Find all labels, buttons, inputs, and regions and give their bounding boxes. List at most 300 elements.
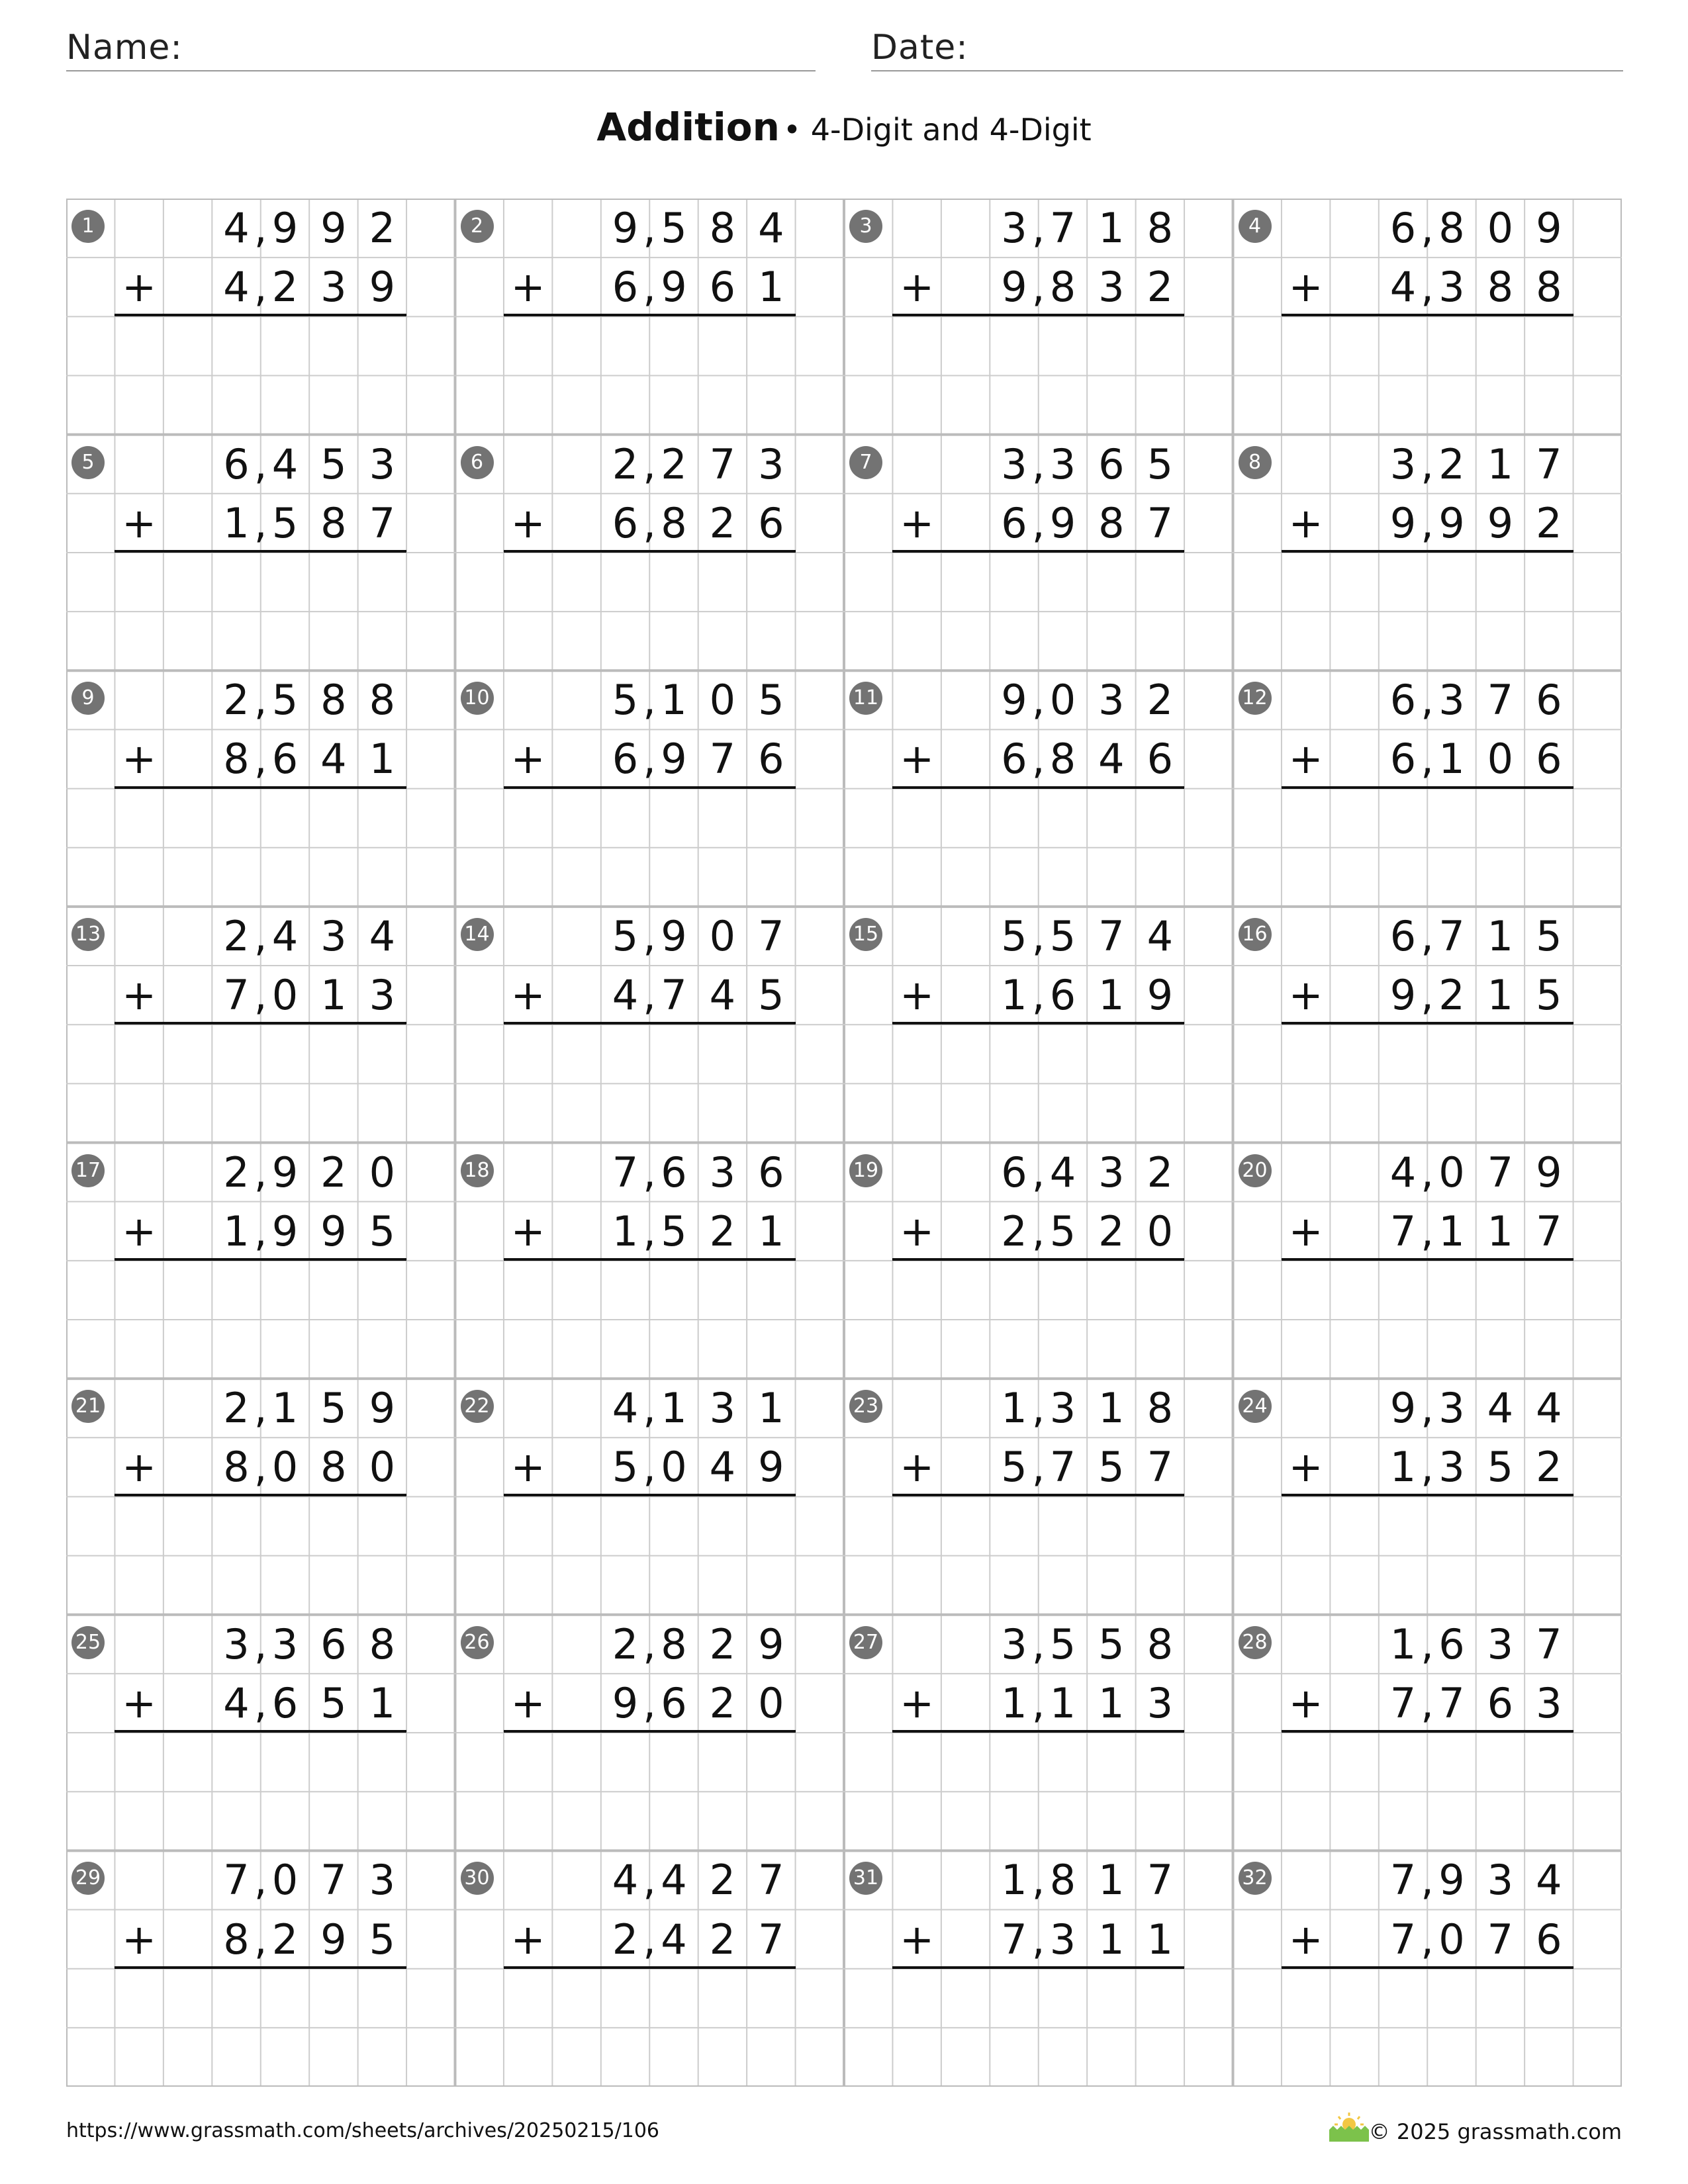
- problem-13: [66, 907, 455, 1143]
- bottom-addend-thousands-comma: ,: [1421, 1915, 1434, 1964]
- bottom-addend-digit: 2: [709, 1206, 736, 1255]
- bottom-addend-digit: 0: [1438, 1915, 1465, 1964]
- answer-area[interactable]: [115, 316, 406, 434]
- bottom-addend-digit: 9: [320, 1915, 347, 1964]
- problem-10: [455, 670, 845, 907]
- top-addend-digit: 2: [223, 1148, 250, 1197]
- bottom-addend-digit: 7: [1147, 498, 1174, 547]
- plus-sign: +: [510, 1915, 545, 1964]
- top-addend-digit: 3: [369, 439, 396, 488]
- top-addend-digit: 4: [369, 911, 396, 960]
- top-addend-digit: 3: [369, 1856, 396, 1905]
- top-addend-digit: 3: [1438, 1384, 1465, 1433]
- problem-29: [66, 1850, 455, 2087]
- answer-area[interactable]: [115, 1261, 406, 1379]
- top-addend-digit: 1: [1487, 439, 1514, 488]
- bottom-addend-digit: 0: [1147, 1206, 1174, 1255]
- problem-number-badge: 21: [71, 1390, 105, 1423]
- bottom-addend-thousands-comma: ,: [1421, 971, 1434, 1020]
- top-addend-digit: 7: [758, 1856, 784, 1905]
- top-addend-digit: 4: [612, 1384, 639, 1433]
- top-addend-digit: 0: [369, 1148, 396, 1197]
- answer-area[interactable]: [115, 553, 406, 670]
- plus-sign: +: [900, 263, 935, 312]
- answer-area[interactable]: [892, 1024, 1184, 1142]
- top-addend-digit: 5: [1147, 439, 1174, 488]
- bottom-addend-digit: 8: [320, 498, 347, 547]
- problem-number-badge: 1: [71, 210, 105, 243]
- problem-11: [844, 670, 1233, 907]
- top-addend-digit: 9: [320, 204, 347, 252]
- bottom-addend-thousands-comma: ,: [1031, 1443, 1045, 1492]
- problem-17: [66, 1143, 455, 1379]
- bottom-addend-digit: 6: [1001, 735, 1027, 784]
- top-addend-digit: 4: [1487, 1384, 1514, 1433]
- bottom-addend-digit: 1: [1389, 1443, 1417, 1492]
- top-addend-digit: 6: [1389, 204, 1417, 252]
- bottom-addend-digit: 5: [758, 971, 784, 1020]
- bottom-addend-thousands-comma: ,: [254, 498, 267, 547]
- answer-area[interactable]: [504, 1496, 796, 1614]
- top-addend-digit: 1: [661, 1384, 687, 1433]
- answer-area[interactable]: [1282, 553, 1573, 670]
- top-addend-digit: 7: [1147, 1856, 1174, 1905]
- bottom-addend-digit: 2: [271, 263, 299, 312]
- bottom-addend-digit: 4: [612, 971, 639, 1020]
- problem-5: [66, 435, 455, 671]
- problem-31: [844, 1850, 1233, 2087]
- bottom-addend-digit: 9: [1438, 498, 1465, 547]
- problem-number-badge: 27: [849, 1626, 882, 1659]
- bottom-addend-digit: 3: [1098, 263, 1125, 312]
- problem-3: [844, 199, 1233, 435]
- bottom-addend-digit: 7: [1389, 1915, 1417, 1964]
- date-field[interactable]: [871, 25, 1623, 71]
- bottom-addend-digit: 1: [1098, 1678, 1125, 1727]
- top-addend-digit: 9: [1001, 676, 1027, 725]
- answer-area[interactable]: [115, 1733, 406, 1850]
- top-addend-thousands-comma: ,: [643, 676, 656, 725]
- bottom-addend-thousands-comma: ,: [254, 1206, 267, 1255]
- bottom-addend-digit: 3: [369, 971, 396, 1020]
- bottom-addend-digit: 2: [271, 1915, 299, 1964]
- plus-sign: +: [1288, 1915, 1323, 1964]
- top-addend-digit: 8: [1147, 1384, 1174, 1433]
- bottom-addend-digit: 2: [709, 1915, 736, 1964]
- bottom-addend-digit: 6: [612, 498, 639, 547]
- top-addend-digit: 3: [1001, 1619, 1027, 1668]
- problem-number-badge: 28: [1239, 1626, 1272, 1659]
- top-addend-thousands-comma: ,: [643, 911, 656, 960]
- plus-sign: +: [1288, 263, 1323, 312]
- plus-sign: +: [900, 1915, 935, 1964]
- top-addend-digit: 2: [223, 676, 250, 725]
- answer-area[interactable]: [1282, 316, 1573, 434]
- bottom-addend-digit: 1: [612, 1206, 639, 1255]
- bottom-addend-digit: 7: [1389, 1206, 1417, 1255]
- top-addend-digit: 3: [271, 1619, 299, 1668]
- bottom-addend-digit: 5: [1001, 1443, 1027, 1492]
- bottom-addend-digit: 1: [223, 498, 250, 547]
- answer-area[interactable]: [504, 316, 796, 434]
- bottom-addend-digit: 3: [320, 263, 347, 312]
- bottom-addend-thousands-comma: ,: [643, 1443, 656, 1492]
- bottom-addend-digit: 7: [223, 971, 250, 1020]
- top-addend-digit: 5: [758, 676, 784, 725]
- bottom-addend-digit: 1: [758, 263, 784, 312]
- bottom-addend-digit: 0: [1487, 735, 1514, 784]
- top-addend-digit: 7: [1438, 911, 1465, 960]
- bottom-addend-digit: 6: [612, 263, 639, 312]
- top-addend-thousands-comma: ,: [1031, 1619, 1045, 1668]
- bottom-addend-thousands-comma: ,: [254, 1443, 267, 1492]
- bottom-addend-digit: 9: [661, 263, 687, 312]
- bottom-addend-thousands-comma: ,: [643, 263, 656, 312]
- bottom-addend-digit: 6: [271, 735, 299, 784]
- top-addend-digit: 4: [1147, 911, 1174, 960]
- problem-27: [844, 1615, 1233, 1851]
- problem-number-badge: 30: [461, 1862, 494, 1895]
- answer-area[interactable]: [1282, 1261, 1573, 1379]
- top-addend-digit: 6: [1098, 439, 1125, 488]
- bottom-addend-digit: 5: [369, 1915, 396, 1964]
- problem-number-badge: 17: [71, 1154, 105, 1187]
- top-addend-digit: 3: [758, 439, 784, 488]
- top-addend-digit: 3: [320, 911, 347, 960]
- problem-number-badge: 5: [71, 446, 105, 479]
- problem-number-badge: 15: [849, 918, 882, 951]
- problem-number-badge: 31: [849, 1862, 882, 1895]
- top-addend-digit: 3: [1049, 439, 1076, 488]
- top-addend-digit: 7: [1536, 439, 1562, 488]
- answer-area[interactable]: [1282, 1024, 1573, 1142]
- bottom-addend-digit: 7: [1001, 1915, 1027, 1964]
- plus-sign: +: [1288, 971, 1323, 1020]
- top-addend-thousands-comma: ,: [1031, 439, 1045, 488]
- bottom-addend-digit: 5: [1487, 1443, 1514, 1492]
- plus-sign: +: [510, 1206, 545, 1255]
- bottom-addend-digit: 7: [758, 1915, 784, 1964]
- bottom-addend-digit: 6: [661, 1678, 687, 1727]
- answer-area[interactable]: [1282, 789, 1573, 907]
- top-addend-digit: 8: [1438, 204, 1465, 252]
- bottom-addend-digit: 9: [1049, 498, 1076, 547]
- top-addend-thousands-comma: ,: [1421, 1619, 1434, 1668]
- top-addend-digit: 8: [1147, 204, 1174, 252]
- answer-area[interactable]: [504, 1261, 796, 1379]
- name-field[interactable]: [66, 25, 816, 71]
- bottom-addend-thousands-comma: ,: [643, 498, 656, 547]
- answer-area[interactable]: [892, 1733, 1184, 1850]
- top-addend-digit: 7: [1049, 204, 1076, 252]
- problem-number-badge: 13: [71, 918, 105, 951]
- answer-area[interactable]: [1282, 1969, 1573, 2087]
- bottom-addend-digit: 3: [1536, 1678, 1562, 1727]
- bottom-addend-digit: 8: [223, 735, 250, 784]
- top-addend-digit: 7: [1536, 1619, 1562, 1668]
- top-addend-digit: 7: [709, 439, 736, 488]
- top-addend-digit: 2: [709, 1856, 736, 1905]
- bottom-addend-digit: 0: [661, 1443, 687, 1492]
- bottom-addend-digit: 4: [1098, 735, 1125, 784]
- plus-sign: +: [122, 263, 157, 312]
- date-label: Date:: [871, 28, 968, 68]
- bottom-addend-digit: 2: [1438, 971, 1465, 1020]
- top-addend-thousands-comma: ,: [643, 204, 656, 252]
- bottom-addend-digit: 7: [1389, 1678, 1417, 1727]
- answer-area[interactable]: [892, 553, 1184, 670]
- top-addend-thousands-comma: ,: [254, 204, 267, 252]
- bottom-addend-digit: 2: [1147, 263, 1174, 312]
- top-addend-thousands-comma: ,: [254, 911, 267, 960]
- top-addend-digit: 4: [223, 204, 250, 252]
- bottom-addend-thousands-comma: ,: [1421, 263, 1434, 312]
- top-addend-thousands-comma: ,: [1421, 1384, 1434, 1433]
- bottom-addend-digit: 6: [1147, 735, 1174, 784]
- top-addend-digit: 6: [661, 1148, 687, 1197]
- answer-area[interactable]: [1282, 1496, 1573, 1614]
- top-addend-digit: 0: [709, 911, 736, 960]
- top-addend-digit: 5: [1001, 911, 1027, 960]
- top-addend-digit: 9: [612, 204, 639, 252]
- problem-number-badge: 19: [849, 1154, 882, 1187]
- problem-32: [1233, 1850, 1622, 2087]
- bottom-addend-digit: 7: [709, 735, 736, 784]
- plus-sign: +: [900, 498, 935, 547]
- bottom-addend-digit: 9: [1147, 971, 1174, 1020]
- problem-16: [1233, 907, 1622, 1143]
- top-addend-digit: 6: [1536, 676, 1562, 725]
- answer-area[interactable]: [504, 553, 796, 670]
- bottom-addend-thousands-comma: ,: [643, 1915, 656, 1964]
- bottom-addend-digit: 5: [612, 1443, 639, 1492]
- plus-sign: +: [1288, 1678, 1323, 1727]
- top-addend-digit: 9: [1536, 204, 1562, 252]
- bottom-addend-digit: 9: [369, 263, 396, 312]
- top-addend-digit: 1: [1001, 1856, 1027, 1905]
- problem-number-badge: 24: [1239, 1390, 1272, 1423]
- bottom-addend-thousands-comma: ,: [254, 1678, 267, 1727]
- problem-28: [1233, 1615, 1622, 1851]
- top-addend-digit: 8: [320, 676, 347, 725]
- bottom-addend-digit: 3: [1049, 1915, 1076, 1964]
- top-addend-digit: 2: [369, 204, 396, 252]
- plus-sign: +: [900, 1443, 935, 1492]
- bottom-addend-thousands-comma: ,: [1421, 735, 1434, 784]
- bottom-addend-digit: 5: [1049, 1206, 1076, 1255]
- problem-number-badge: 25: [71, 1626, 105, 1659]
- top-addend-digit: 9: [1536, 1148, 1562, 1197]
- name-label: Name:: [66, 28, 183, 68]
- bottom-addend-thousands-comma: ,: [1031, 498, 1045, 547]
- top-addend-thousands-comma: ,: [1421, 1148, 1434, 1197]
- problem-number-badge: 12: [1239, 682, 1272, 715]
- problem-15: [844, 907, 1233, 1143]
- bottom-addend-digit: 3: [1147, 1678, 1174, 1727]
- top-addend-digit: 6: [1001, 1148, 1027, 1197]
- top-addend-thousands-comma: ,: [254, 1148, 267, 1197]
- top-addend-digit: 3: [1487, 1856, 1514, 1905]
- problem-8: [1233, 435, 1622, 671]
- top-addend-thousands-comma: ,: [254, 1619, 267, 1668]
- bottom-addend-digit: 5: [369, 1206, 396, 1255]
- top-addend-digit: 6: [1438, 1619, 1465, 1668]
- problem-19: [844, 1143, 1233, 1379]
- top-addend-digit: 4: [661, 1856, 687, 1905]
- bottom-addend-digit: 1: [320, 971, 347, 1020]
- top-addend-digit: 1: [1487, 911, 1514, 960]
- bottom-addend-digit: 6: [1536, 1915, 1562, 1964]
- answer-area[interactable]: [115, 1024, 406, 1142]
- bottom-addend-digit: 4: [1389, 263, 1417, 312]
- top-addend-digit: 5: [1049, 911, 1076, 960]
- bottom-addend-digit: 8: [223, 1915, 250, 1964]
- top-addend-digit: 7: [612, 1148, 639, 1197]
- problem-number-badge: 7: [849, 446, 882, 479]
- bottom-addend-digit: 1: [1098, 971, 1125, 1020]
- bottom-addend-digit: 5: [271, 498, 299, 547]
- problem-number-badge: 18: [461, 1154, 494, 1187]
- bottom-addend-digit: 5: [1536, 971, 1562, 1020]
- answer-area[interactable]: [115, 1496, 406, 1614]
- top-addend-digit: 9: [661, 911, 687, 960]
- plus-sign: +: [1288, 735, 1323, 784]
- plus-sign: +: [122, 498, 157, 547]
- top-addend-thousands-comma: ,: [1031, 204, 1045, 252]
- top-addend-digit: 4: [271, 439, 299, 488]
- top-addend-thousands-comma: ,: [1421, 1856, 1434, 1905]
- bottom-addend-digit: 9: [271, 1206, 299, 1255]
- top-addend-digit: 7: [758, 911, 784, 960]
- top-addend-digit: 1: [1098, 1856, 1125, 1905]
- problem-number-badge: 29: [71, 1862, 105, 1895]
- bottom-addend-digit: 7: [1438, 1678, 1465, 1727]
- answer-area[interactable]: [504, 1024, 796, 1142]
- top-addend-digit: 8: [661, 1619, 687, 1668]
- bottom-addend-digit: 8: [320, 1443, 347, 1492]
- bottom-addend-digit: 9: [1487, 498, 1514, 547]
- plus-sign: +: [900, 735, 935, 784]
- top-addend-digit: 3: [1438, 676, 1465, 725]
- plus-sign: +: [122, 1678, 157, 1727]
- bottom-addend-thousands-comma: ,: [643, 735, 656, 784]
- top-addend-digit: 1: [1001, 1384, 1027, 1433]
- bottom-addend-digit: 0: [271, 1443, 299, 1492]
- problem-number-badge: 10: [461, 682, 494, 715]
- answer-area[interactable]: [115, 789, 406, 907]
- bottom-addend-digit: 8: [1536, 263, 1562, 312]
- top-addend-digit: 4: [271, 911, 299, 960]
- problem-14: [455, 907, 845, 1143]
- plus-sign: +: [510, 971, 545, 1020]
- top-addend-digit: 9: [758, 1619, 784, 1668]
- top-addend-digit: 9: [271, 1148, 299, 1197]
- bottom-addend-digit: 1: [1098, 1915, 1125, 1964]
- top-addend-digit: 9: [369, 1384, 396, 1433]
- answer-area[interactable]: [1282, 1733, 1573, 1850]
- bottom-addend-digit: 8: [661, 498, 687, 547]
- problem-4: [1233, 199, 1622, 435]
- bottom-addend-digit: 2: [1098, 1206, 1125, 1255]
- top-addend-digit: 0: [1438, 1148, 1465, 1197]
- top-addend-thousands-comma: ,: [643, 1856, 656, 1905]
- top-addend-thousands-comma: ,: [1031, 911, 1045, 960]
- plus-sign: +: [1288, 1206, 1323, 1255]
- top-addend-digit: 9: [1438, 1856, 1465, 1905]
- bottom-addend-digit: 4: [661, 1915, 687, 1964]
- answer-area[interactable]: [504, 1969, 796, 2087]
- bottom-addend-digit: 9: [1001, 263, 1027, 312]
- answer-area[interactable]: [504, 789, 796, 907]
- top-addend-digit: 6: [223, 439, 250, 488]
- top-addend-thousands-comma: ,: [1421, 204, 1434, 252]
- bottom-addend-digit: 9: [1389, 971, 1417, 1020]
- answer-area[interactable]: [892, 1496, 1184, 1614]
- plus-sign: +: [900, 1678, 935, 1727]
- bottom-addend-digit: 0: [369, 1443, 396, 1492]
- answer-area[interactable]: [892, 316, 1184, 434]
- plus-sign: +: [122, 971, 157, 1020]
- bottom-addend-digit: 2: [612, 1915, 639, 1964]
- bottom-addend-digit: 2: [709, 1678, 736, 1727]
- bottom-addend-thousands-comma: ,: [254, 735, 267, 784]
- answer-area[interactable]: [892, 789, 1184, 907]
- top-addend-digit: 3: [1001, 439, 1027, 488]
- bottom-addend-digit: 8: [1098, 498, 1125, 547]
- bottom-addend-digit: 7: [661, 971, 687, 1020]
- problem-grid: [66, 199, 1622, 2087]
- problem-25: [66, 1615, 455, 1851]
- bottom-addend-digit: 1: [223, 1206, 250, 1255]
- top-addend-digit: 5: [1098, 1619, 1125, 1668]
- bottom-addend-digit: 2: [1001, 1206, 1027, 1255]
- bottom-addend-thousands-comma: ,: [254, 971, 267, 1020]
- answer-area[interactable]: [115, 1969, 406, 2087]
- plus-sign: +: [122, 1915, 157, 1964]
- top-addend-thousands-comma: ,: [1031, 676, 1045, 725]
- top-addend-thousands-comma: ,: [643, 1148, 656, 1197]
- top-addend-digit: 6: [758, 1148, 784, 1197]
- top-addend-digit: 2: [320, 1148, 347, 1197]
- answer-area[interactable]: [504, 1733, 796, 1850]
- top-addend-digit: 2: [223, 1384, 250, 1433]
- plus-sign: +: [122, 1206, 157, 1255]
- title-sub: • 4-Digit and 4-Digit: [782, 112, 1092, 148]
- bottom-addend-digit: 8: [223, 1443, 250, 1492]
- bottom-addend-digit: 6: [612, 735, 639, 784]
- top-addend-digit: 3: [1001, 204, 1027, 252]
- top-addend-digit: 7: [1389, 1856, 1417, 1905]
- bottom-addend-digit: 3: [1438, 263, 1465, 312]
- plus-sign: +: [510, 735, 545, 784]
- bottom-addend-digit: 7: [369, 498, 396, 547]
- problem-7: [844, 435, 1233, 671]
- top-addend-digit: 8: [369, 1619, 396, 1668]
- answer-area[interactable]: [892, 1261, 1184, 1379]
- problem-number-badge: 26: [461, 1626, 494, 1659]
- bottom-addend-digit: 4: [223, 263, 250, 312]
- bottom-addend-digit: 8: [1049, 263, 1076, 312]
- top-addend-digit: 4: [1536, 1384, 1562, 1433]
- bottom-addend-thousands-comma: ,: [643, 971, 656, 1020]
- top-addend-digit: 1: [1098, 204, 1125, 252]
- top-addend-digit: 4: [1389, 1148, 1417, 1197]
- bottom-addend-digit: 2: [1536, 498, 1562, 547]
- top-addend-digit: 7: [320, 1856, 347, 1905]
- problem-22: [455, 1379, 845, 1615]
- answer-area[interactable]: [892, 1969, 1184, 2087]
- top-addend-digit: 5: [320, 439, 347, 488]
